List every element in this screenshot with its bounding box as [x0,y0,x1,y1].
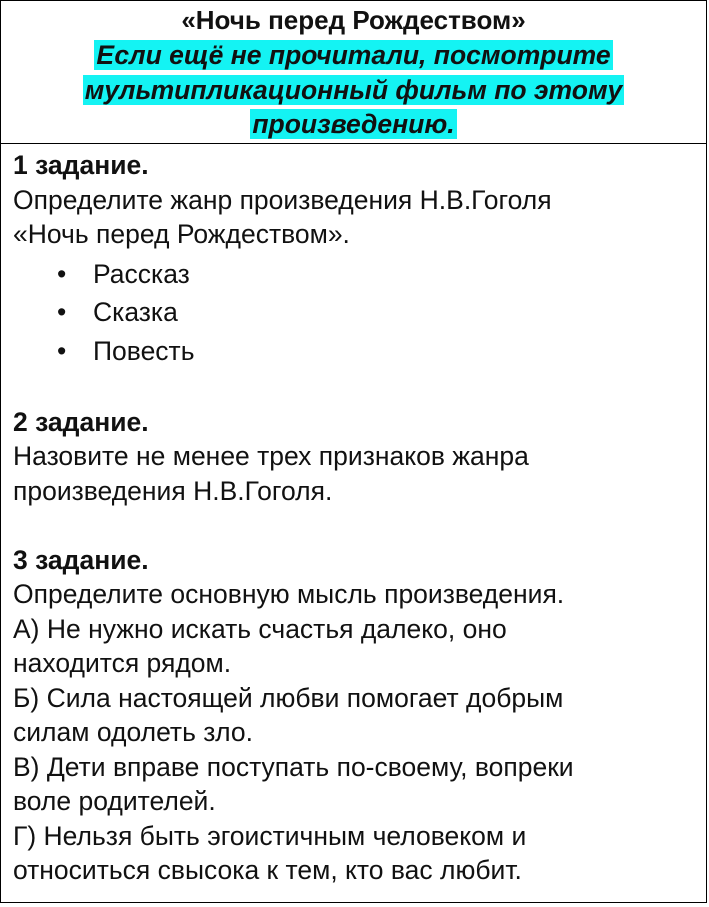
note-line: мультипликационный фильм по этому [84,74,623,105]
highlight-note [24,38,684,142]
answer-option-v: В) Дети вправе поступать по-своему, вопреки [13,751,574,782]
spacer [13,370,706,405]
header-cell [1,1,706,144]
note-line: Если ещё не прочитали, посмотрите [96,40,611,70]
bullet-icon: • [57,297,67,327]
option-item [13,332,706,371]
tasks-cell [1,144,706,888]
task-2-line: Назовите не менее трех признаков жанра [13,441,529,471]
task-1-options [13,255,706,371]
answer-option-a: А) Не нужно искать счастья далеко, оно [13,613,507,644]
task-3-title: 3 задание. [13,544,149,575]
option-label: Рассказ [93,258,190,289]
task-1-line: Определите жанр произведения Н.В.Гоголя [13,184,552,215]
task-2-line: произведения Н.В.Гоголя. [13,475,333,506]
option-item [13,293,706,332]
option-label: Сказка [93,297,178,327]
task-2-title: 2 задание. [13,406,149,437]
option-item [13,255,706,294]
answer-option-v-cont: воле родителей. [13,786,216,816]
page-title: «Ночь перед Рождеством» [181,5,526,35]
bullet-icon: • [57,335,67,366]
answer-option-b-cont: силам одолеть зло. [13,717,253,747]
bullet-icon: • [57,258,67,289]
spacer [13,508,706,543]
task-1-line: «Ночь перед Рождеством». [13,219,350,249]
task-1-title: 1 задание. [13,150,149,180]
option-label: Повесть [93,335,195,366]
answer-option-g: Г) Нельзя быть эгоистичным человеком и [13,820,527,851]
task-3-line: Определите основную мысль произведения. [13,579,565,609]
note-line: произведению. [252,109,455,139]
answer-option-g-cont: относиться свысока к тем, кто вас любит. [13,855,522,885]
answer-option-b: Б) Сила настоящей любви помогает добрым [13,682,564,713]
answer-option-a-cont: находится рядом. [13,648,232,678]
